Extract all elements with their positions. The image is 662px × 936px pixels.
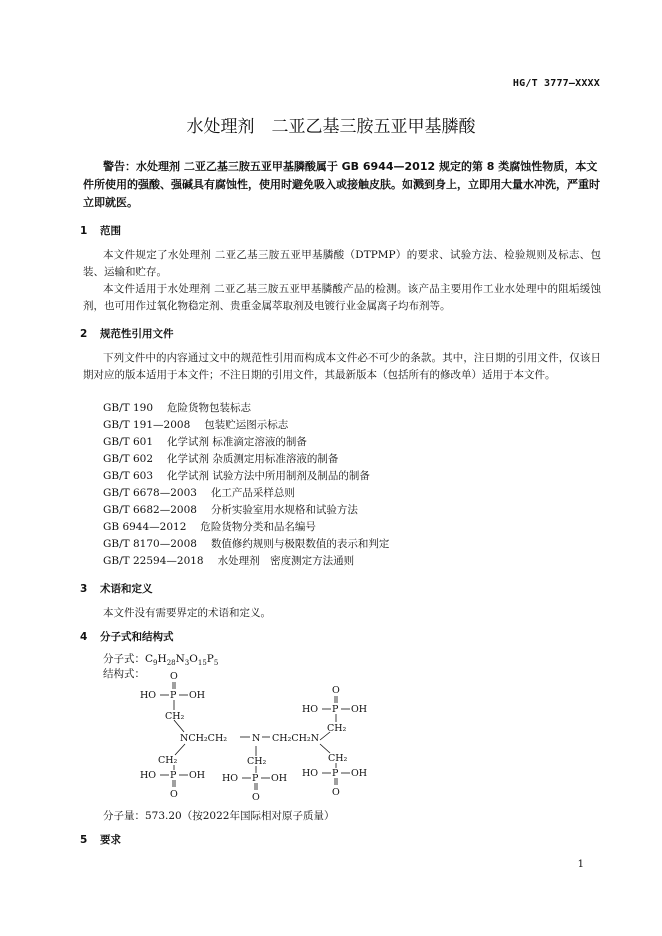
atom-label: N xyxy=(252,733,261,744)
ref-item: GB/T 22594—2018 水处理剂 密度测定方法通则 xyxy=(103,555,355,567)
section-3-heading: 3 术语和定义 xyxy=(80,583,153,595)
section-3-paragraph: 本文件没有需要界定的术语和定义。 xyxy=(103,607,271,619)
atom-label: CH₂ xyxy=(328,753,348,764)
molecular-weight: 分子量：573.20（按2022年国际相对原子质量） xyxy=(103,810,335,822)
page-number: 1 xyxy=(577,859,584,870)
atom-label: NCH₂CH₂ xyxy=(180,733,228,744)
atom-label: OH xyxy=(351,768,368,779)
section-1-heading: 1 范围 xyxy=(80,225,121,237)
atom-label: HO xyxy=(140,690,157,701)
section-2-heading: 2 规范性引用文件 xyxy=(80,328,174,340)
atom-label: P xyxy=(252,773,259,784)
ref-item: GB/T 601 化学试剂 标准滴定溶液的制备 xyxy=(103,436,307,448)
atom-label: HO xyxy=(302,704,319,715)
ref-item: GB/T 190 危险货物包装标志 xyxy=(103,402,252,414)
atom-label: CH₂ xyxy=(327,723,347,734)
molecular-formula: 分子式：$C_9H_{28}N_3O_{15}P_5$ xyxy=(103,653,219,668)
structure-label: 结构式： xyxy=(103,668,145,680)
atom-label: P xyxy=(170,690,177,701)
section-1-paragraph-2: 本文件适用于水处理剂 二亚乙基三胺五亚甲基膦酸产品的检测。该产品主要用作工业水处理中的阻垢缓蚀剂，也可用作过氧化物稳定剂、贵重金属萃取剂及电镀行业金属离子均布剂等。 xyxy=(83,283,601,312)
ref-item: GB/T 8170—2008 数值修约规则与极限数值的表示和判定 xyxy=(103,538,390,550)
atom-label: P xyxy=(332,704,339,715)
section-1-paragraph-1: 本文件规定了水处理剂 二亚乙基三胺五亚甲基膦酸（DTPMP）的要求、试验方法、检验规则及标志、包装、运输和贮存。 xyxy=(83,249,601,278)
atom-label: HO xyxy=(140,770,157,781)
atom-label: OH xyxy=(351,704,368,715)
document-title: 水处理剂 二亚乙基三胺五亚甲基膦酸 xyxy=(186,117,476,137)
ref-item: GB 6944—2012 危险货物分类和品名编号 xyxy=(103,521,316,533)
structural-formula xyxy=(120,662,400,812)
atom-label: P xyxy=(170,770,177,781)
atom-label: O xyxy=(332,787,340,798)
atom-label: CH₂ xyxy=(247,756,267,767)
section-4-heading: 4 分子式和结构式 xyxy=(80,631,174,643)
atom-label: CH₂ xyxy=(165,711,185,722)
atom-label: O xyxy=(332,685,340,696)
warning-paragraph: 警告：水处理剂 二亚乙基三胺五亚甲基膦酸属于 GB 6944—2012 规定的第 8 类腐蚀性物质，本文件所使用的强酸、强碱具有腐蚀性，使用时避免吸入或接触皮肤。如溅到身上，立即用大量水冲洗，严重时立即就医。 xyxy=(83,160,600,209)
ref-item: GB/T 191—2008 包装贮运图示标志 xyxy=(103,419,289,431)
atom-label: O xyxy=(252,792,260,803)
atom-label: OH xyxy=(189,770,206,781)
section-5-heading: 5 要求 xyxy=(80,834,121,846)
ref-item: GB/T 602 化学试剂 杂质测定用标准溶液的制备 xyxy=(103,453,339,465)
standard-code: HG/T 3777—XXXX xyxy=(512,78,600,89)
atom-label: CH₂ xyxy=(158,755,178,766)
ref-item: GB/T 603 化学试剂 试验方法中所用制剂及制品的制备 xyxy=(103,470,370,482)
atom-label: OH xyxy=(189,690,206,701)
atom-label: HO xyxy=(222,773,239,784)
section-2-intro: 下列文件中的内容通过文中的规范性引用而构成本文件必不可少的条款。其中，注日期的引用文件，仅该日期对应的版本适用于本文件；不注日期的引用文件，其最新版本（包括所有的修改单）适用于本文件。 xyxy=(83,352,601,381)
atom-label: HO xyxy=(302,768,319,779)
ref-item: GB/T 6682—2008 分析实验室用水规格和试验方法 xyxy=(103,504,358,516)
atom-label: O xyxy=(170,789,178,800)
atom-label: OH xyxy=(271,773,288,784)
atom-label: CH₂CH₂N xyxy=(272,733,320,744)
atom-label: P xyxy=(332,768,339,779)
ref-item: GB/T 6678—2003 化工产品采样总则 xyxy=(103,487,295,499)
atom-label: O xyxy=(170,671,178,682)
